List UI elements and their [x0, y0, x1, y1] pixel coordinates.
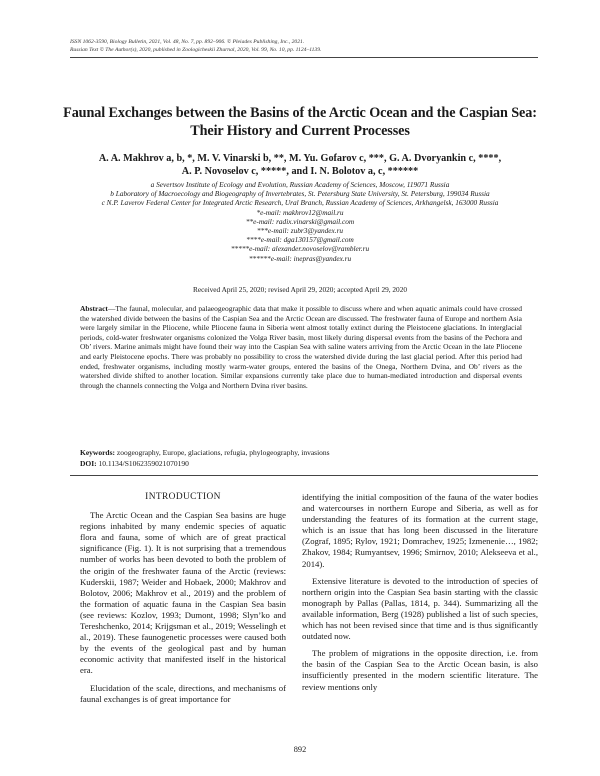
- header-line-2: Russian Text © The Author(s), 2020, published in Zoologicheskii Zhurnal, 2020, Vol. 99, No. 10, pp. 1124–1139.: [70, 47, 322, 53]
- intro-paragraph-3: Extensive literature is devoted to the introduction of species of northern origin into the Caspian Sea basin starting with the classic monograph by Pallas (Pallas, 1814, p. 344). Summarizing all the available information, Berg (1928) published a list of such species, which has not been revised since that time and is thus significantly outdated now.: [302, 575, 538, 642]
- intro-paragraph-1: The Arctic Ocean and the Caspian Sea basins are huge regions inhabited by many endemic species of aquatic flora and fauna, some of which are of great practical significance (Fig. 1). It is not surprising that a tremendous number of works has been devoted to both the problem of the origin of the freshwater fauna of the Arctic (reviews: Kuderskii, 1987; Weider and Hobaek, 2000; Makhrov and Bolotov, 2006; Makhrov et al., 2019) and the problem of the formation of aquatic fauna in the Caspian Sea basin (see reviews: Kozlov, 1993; Dumont, 1998; Slyn’ko and Tereshchenko, 2014; Krijgsman et al., 2019; Wesselingh et al., 2019). These faunogenetic processes were caused both by the events of the geological past and by human economic activity that manifested itself in the historical era.: [80, 510, 286, 676]
- doi: [80, 459, 522, 469]
- intro-paragraph-4: The problem of migrations in the opposite direction, i.e. from the basin of the Caspian Sea to the Arctic Ocean basin, is also insufficiently presented in the modern scientific literature. The review mentions only: [302, 648, 538, 692]
- keywords-label: Keywords:: [80, 448, 115, 457]
- header-line-1: ISSN 1062-3590, Biology Bulletin, 2021, Vol. 48, No. 7, pp. 892–906. © Pleiades Publishing, Inc., 2021.: [70, 39, 305, 45]
- doi-label: DOI:: [80, 459, 97, 468]
- abstract: [80, 304, 522, 390]
- intro-paragraph-2-continued: identifying the initial composition of the fauna of the water bodies and watercourses in northern Europe and Siberia, as well as for understanding the features of its formation at the current stage, which is an issue that has long been discussed in the literature (Zograf, 1895; Rylov, 1921; Domrachev, 1925; Izmenenie…, 1982; Zhakov, 1984; Rumyantsev, 1996; Smirnov, 2010; Alekseeva et al., 2014).: [302, 492, 538, 569]
- affiliation-c: c N.P. Laverov Federal Center for Integrated Arctic Research, Ural Branch, Russian Academy of Sciences, Arkhangelsk, 163000 Russia: [101, 198, 499, 208]
- email-3: ***e-mail: zubr3@yandex.ru: [256, 226, 344, 236]
- column-left: [80, 492, 286, 711]
- column-right: [302, 492, 538, 699]
- abstract-label: Abstract: [80, 304, 108, 313]
- abstract-rule: [70, 475, 538, 476]
- abstract-text: —The faunal, molecular, and palaeogeographic data that make it possible to discuss where and when aquatic animals could have crossed the watershed divide between the basins of the Caspian Sea and the Arctic Ocean are discussed. The freshwater fauna of Europe and northern Asia were largely similar in the Pliocene, while Pliocene fauna in Siberia went almost totally extinct during the Pleistocene glaciations. In interglacial periods, cold-water freshwater organisms colonized the Volga River basin, most likely during dispersal events from the basins of the Pechora and Ob’ rivers. Marine animals might have found their way into the Caspian Sea with saline waters arriving from the Arctic Ocean in the late Pliocene and early Pleistocene epochs. There was probably no possibility to cross the watershed divide during the last glacial period. After this period had ended, freshwater organisms, including mostly warm-water groups, entered the basins of the Onega, Northern Dvina, and Ob’ rivers as the watershed divide shifted to another location. Similar expansions currently take place due to human-mediated introduction and dispersal events through the channels connecting the Volga and Northern Dvina river basins.: [80, 304, 522, 390]
- affiliation-a: a Severtsov Institute of Ecology and Evolution, Russian Academy of Sciences, Moscow, 119071 Russia: [150, 180, 450, 189]
- running-header: [70, 38, 540, 54]
- page-number: 892: [293, 745, 307, 754]
- email-1: *e-mail: makhrov12@mail.ru: [256, 207, 344, 217]
- author-list: [60, 152, 540, 178]
- intro-paragraph-2: Elucidation of the scale, directions, and mechanisms of faunal exchanges is of great importance for: [80, 682, 286, 704]
- email-4: ****e-mail: dga130157@gmail.com: [246, 235, 354, 245]
- header-rule: [70, 57, 538, 58]
- received-dates: Received April 25, 2020; revised April 29, 2020; accepted April 29, 2020: [193, 285, 407, 294]
- section-heading-introduction: INTRODUCTION: [145, 492, 221, 502]
- keywords-text: zoogeography, Europe, glaciations, refugia, phylogeography, invasions: [116, 448, 330, 457]
- doi-text: 10.1134/S1062359021070190: [98, 459, 189, 468]
- affiliation-b: b Laboratory of Macroecology and Biogeography of Invertebrates, St. Petersburg State University, St. Petersburg, 199034 Russia: [110, 189, 490, 199]
- author-line-1: A. A. Makhrov a, b, *, M. V. Vinarski b, **, M. Yu. Gofarov c, ***, G. A. Dvoryankin c, ****,: [98, 153, 502, 164]
- author-line-2: A. P. Novoselov c, *****, and I. N. Bolotov a, c, ******: [181, 166, 419, 177]
- keywords: [80, 448, 522, 458]
- email-5: *****e-mail: alexander.novoselov@rambler.ru: [230, 244, 370, 254]
- email-2: **e-mail: radix.vinarski@gmail.com: [245, 216, 355, 226]
- article-title: Faunal Exchanges between the Basins of the Arctic Ocean and the Caspian Sea: Their History and Current Processes: [63, 105, 537, 139]
- affiliations: [60, 180, 540, 263]
- email-6: ******e-mail: inepras@yandex.ru: [248, 253, 352, 263]
